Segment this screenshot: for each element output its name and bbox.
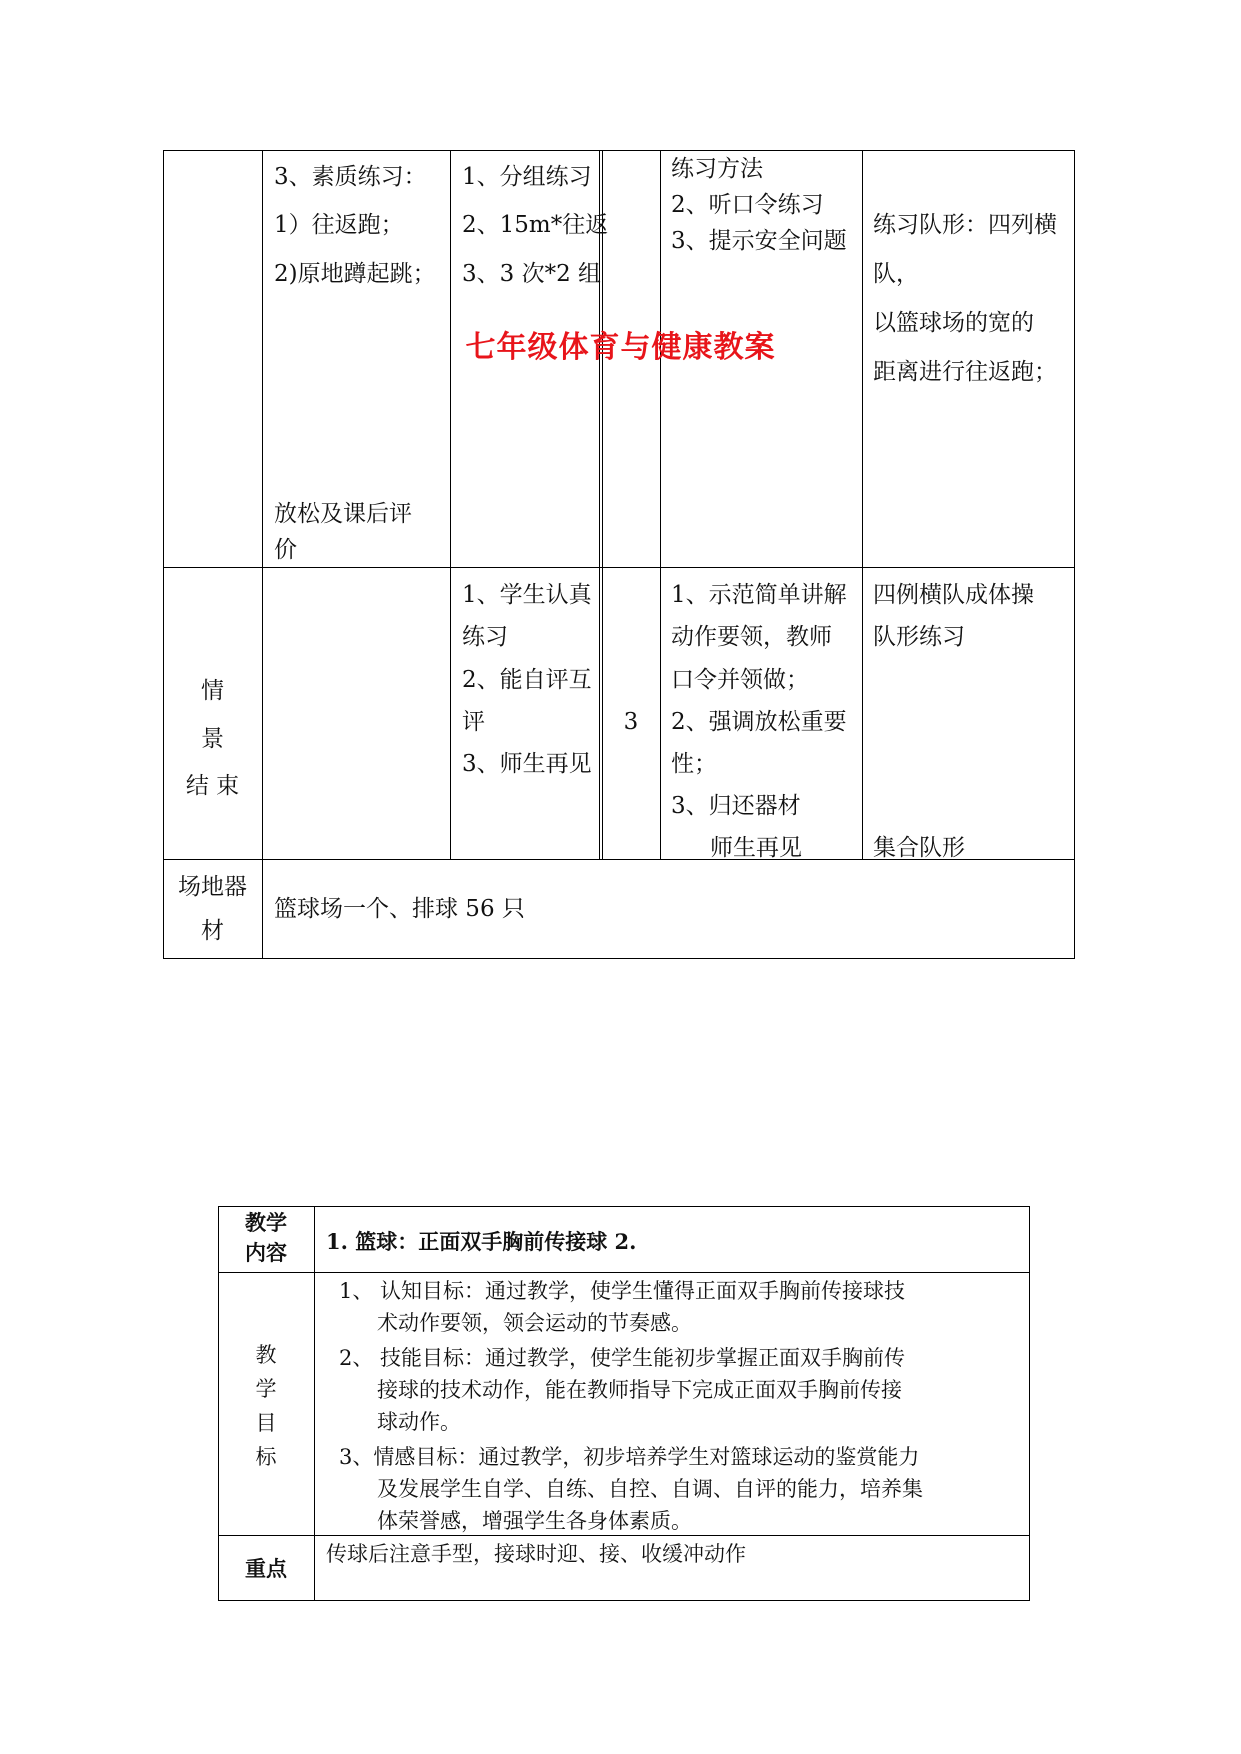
org-line: 3、师生再见	[462, 751, 592, 777]
equipment-label: 场地器	[178, 874, 247, 900]
goals-label: 目	[255, 1411, 277, 1435]
org-line: 练习	[462, 624, 508, 650]
goal-line: 术动作要领，领会运动的节奏感。	[377, 1311, 692, 1335]
method-line: 动作要领，教师	[671, 624, 832, 650]
org-line: 评	[462, 709, 485, 735]
method-line: 3、归还器材	[671, 793, 801, 819]
table-border	[602, 150, 603, 860]
phase-label: 情	[201, 678, 224, 704]
page-title: 七年级体育与健康教案	[465, 330, 776, 365]
org-line: 2、15m*往返	[462, 212, 609, 238]
goal-line: 球动作。	[377, 1410, 461, 1434]
goals-label: 学	[255, 1377, 277, 1401]
table-border	[450, 150, 451, 860]
table-border	[163, 567, 1074, 568]
table-border	[163, 150, 1074, 151]
method-line: 师生再见	[710, 835, 802, 861]
org-line: 1、学生认真	[462, 582, 592, 608]
content-label: 教学	[245, 1210, 287, 1235]
equipment-label: 材	[201, 918, 224, 944]
goals-label: 教	[255, 1343, 277, 1367]
method-line: 2、强调放松重要	[671, 709, 847, 735]
formation-line: 队，	[873, 261, 919, 287]
table-border	[314, 1206, 315, 1601]
formation-line: 以篮球场的宽的	[873, 310, 1034, 336]
goal-line: 接球的技术动作，能在教师指导下完成正面双手胸前传接	[377, 1378, 902, 1402]
formation-line: 队形练习	[873, 624, 965, 650]
content-label: 内容	[245, 1240, 287, 1265]
goal-line: 1、 认知目标：通过教学，使学生懂得正面双手胸前传接球技	[339, 1279, 906, 1303]
content-value: 1. 篮球：正面双手胸前传接球 2.	[326, 1229, 637, 1254]
table-border	[262, 150, 263, 959]
table-border	[1074, 150, 1075, 959]
table-border	[862, 150, 863, 860]
equipment-value: 篮球场一个、排球 56 只	[274, 896, 525, 922]
goal-line: 及发展学生自学、自练、自控、自调、自评的能力，培养集	[377, 1477, 923, 1501]
key-value: 传球后注意手型，接球时迎、接、收缓冲动作	[326, 1542, 746, 1566]
table-border	[163, 958, 1074, 959]
goal-line: 2、 技能目标：通过教学，使学生能初步掌握正面双手胸前传	[339, 1346, 906, 1370]
table-border	[218, 1206, 1030, 1207]
formation-line: 距离进行往返跑；	[873, 359, 1057, 385]
table-border	[218, 1600, 1030, 1601]
method-line: 性；	[671, 751, 717, 777]
content-line: 放松及课后评	[274, 501, 412, 527]
content-line: 2)原地蹲起跳；	[274, 261, 436, 287]
table-border	[660, 150, 661, 860]
method-line: 口令并领做；	[671, 667, 809, 693]
content-line: 价	[274, 537, 297, 563]
goal-line: 体荣誉感，增强学生各身体素质。	[377, 1509, 692, 1533]
phase-label: 结 束	[185, 773, 240, 799]
org-line: 1、分组练习	[462, 164, 592, 190]
table-border	[218, 1272, 1030, 1273]
key-label: 重点	[245, 1556, 287, 1581]
table-border	[1029, 1206, 1030, 1601]
content-line: 3、素质练习：	[274, 164, 427, 190]
goal-line: 3、情感目标：通过教学，初步培养学生对篮球运动的鉴赏能力	[339, 1445, 920, 1469]
org-line: 3、3 次*2 组	[462, 261, 602, 287]
formation-line: 练习队形：四列横	[873, 212, 1057, 238]
method-line: 1、示范简单讲解	[671, 582, 847, 608]
formation-line: 集合队形	[873, 835, 965, 861]
org-line: 2、能自评互	[462, 667, 592, 693]
table-border	[163, 150, 164, 959]
content-line: 1）往返跑；	[274, 212, 404, 238]
method-line: 3、提示安全问题	[671, 228, 847, 254]
method-line: 2、听口令练习	[671, 192, 824, 218]
time-value: 3	[623, 709, 639, 735]
formation-line: 四例横队成体操	[873, 582, 1034, 608]
phase-label: 景	[201, 726, 224, 752]
goals-label: 标	[255, 1445, 277, 1469]
method-line: 练习方法	[671, 156, 763, 182]
